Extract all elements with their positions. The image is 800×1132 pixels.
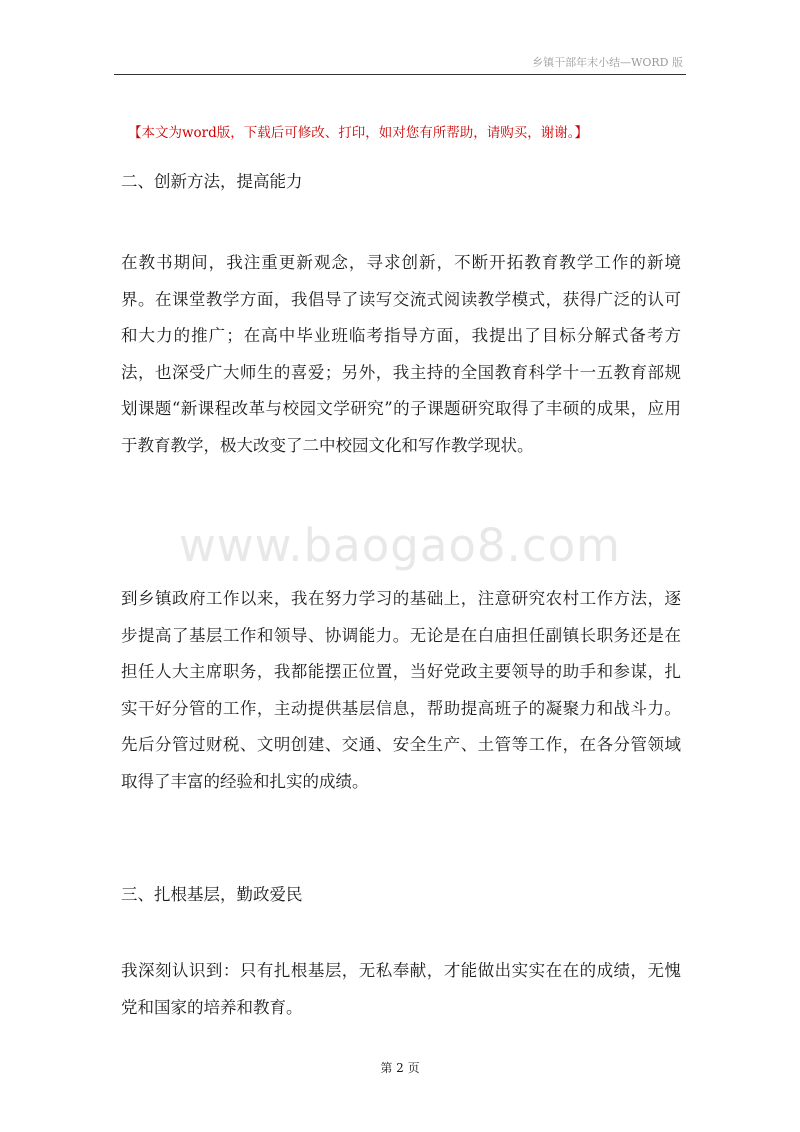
body-paragraph: 我深刻认识到：只有扎根基层，无私奉献，才能做出实实在在的成绩，无愧党和国家的培养和教育。 [121,961,681,1017]
page-number: 第 2 页 [380,1061,420,1075]
running-header: 乡镇干部年末小结—WORD 版 [532,56,683,69]
watermark: www.baogao8.com [179,519,621,572]
section-heading: 三、扎根基层，勤政爱民 [121,885,303,904]
body-paragraph: 到乡镇政府工作以来，我在努力学习的基础上，注意研究农村工作方法，逐步提高了基层工作和领导、协调能力。无论是在白庙担任副镇长职务还是在 担任人大主席职务，我都能摆正位置，当好党政主要领导的助手和参谋，扎实干好分管的工作，主动提供基层信息，帮助提高班子的凝聚力和战斗力。先后分管过财税、文明创建、交通、安全生产、土管等工作，在各分管领域取得了丰富的经验和扎实的成绩。 [121,589,681,791]
download-notice: 【本文为word版，下载后可修改、打印，如对您有所帮助，请购买，谢谢。】 [128,125,589,141]
header-rule [114,74,686,75]
body-paragraph: 在教书期间，我注重更新观念，寻求创新，不断开拓教育教学工作的新境界。在课堂教学方面，我倡导了读写交流式阅读教学模式，获得广泛的认可和大力的推广；在高中毕业班临考指导方面，我提出了目标分解式备考方法，也深受广大师生的喜爱；另外，我主持的全国教育科学十一五教育部规划课题“新课程改革与校园文学研究”的子课题研究取得了丰硕的成果，应用于教育教学，极大改变了二中校园文化和写作教学现状。 [121,253,681,455]
section-heading: 二、创新方法，提高能力 [121,172,303,191]
